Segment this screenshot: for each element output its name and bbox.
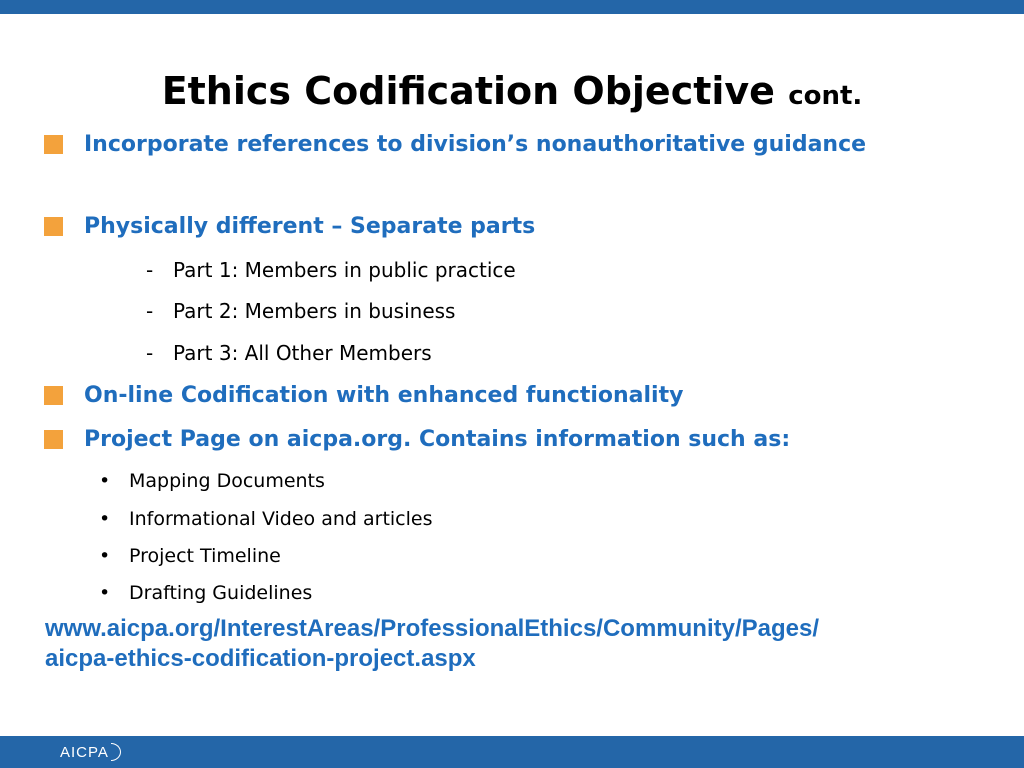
sub-item-text: Part 2: Members in business [173,299,456,323]
link-line-2: aicpa-ethics-codification-project.aspx [45,645,476,672]
sub-item-text: Project Timeline [129,545,281,567]
square-bullet-icon [44,217,63,236]
project-page-link[interactable] [45,614,1005,674]
sub-item-informational-video [99,505,433,533]
sub-item-text: Drafting Guidelines [129,582,313,604]
dot-bullet: • [99,470,111,492]
dash-bullet: - [146,299,154,323]
sub-item-text: Mapping Documents [129,470,325,492]
logo-arc-icon [111,743,121,761]
bullet-item-online-codification [84,377,964,414]
sub-item-part-2 [146,296,456,326]
sub-item-drafting-guidelines [99,579,313,607]
dot-bullet: • [99,582,111,604]
dash-bullet: - [146,258,154,282]
link-line-1: www.aicpa.org/InterestAreas/ProfessionalEthics/Community/Pages/ [45,615,820,642]
sub-item-project-timeline [99,542,281,570]
sub-item-mapping-documents [99,467,325,495]
bullet-item-separate-parts [84,208,964,245]
logo-text: AICPA [60,743,109,761]
square-bullet-icon [44,386,63,405]
dot-bullet: • [99,545,111,567]
bullet-text: Project Page on aicpa.org. Contains information such as: [84,427,791,452]
sub-item-text: Part 1: Members in public practice [173,258,516,282]
bullet-text: Incorporate references to division’s nonauthoritative guidance [84,132,867,157]
dash-bullet: - [146,341,154,365]
bullet-text: On-line Codification with enhanced functionality [84,383,684,408]
sub-item-part-1 [146,255,516,285]
sub-item-text: Informational Video and articles [129,508,433,530]
bullet-item-project-page [84,421,964,458]
sub-item-part-3 [146,338,432,368]
title-main: Ethics Codification Objective [161,69,775,113]
footer-bar [0,736,1024,768]
bullet-item-nonauthoritative [84,126,964,163]
sub-item-text: Part 3: All Other Members [173,341,432,365]
dot-bullet: • [99,508,111,530]
aicpa-logo [60,741,121,763]
square-bullet-icon [44,135,63,154]
bullet-text: Physically different – Separate parts [84,214,536,239]
square-bullet-icon [44,430,63,449]
title-suffix: cont. [788,81,863,111]
